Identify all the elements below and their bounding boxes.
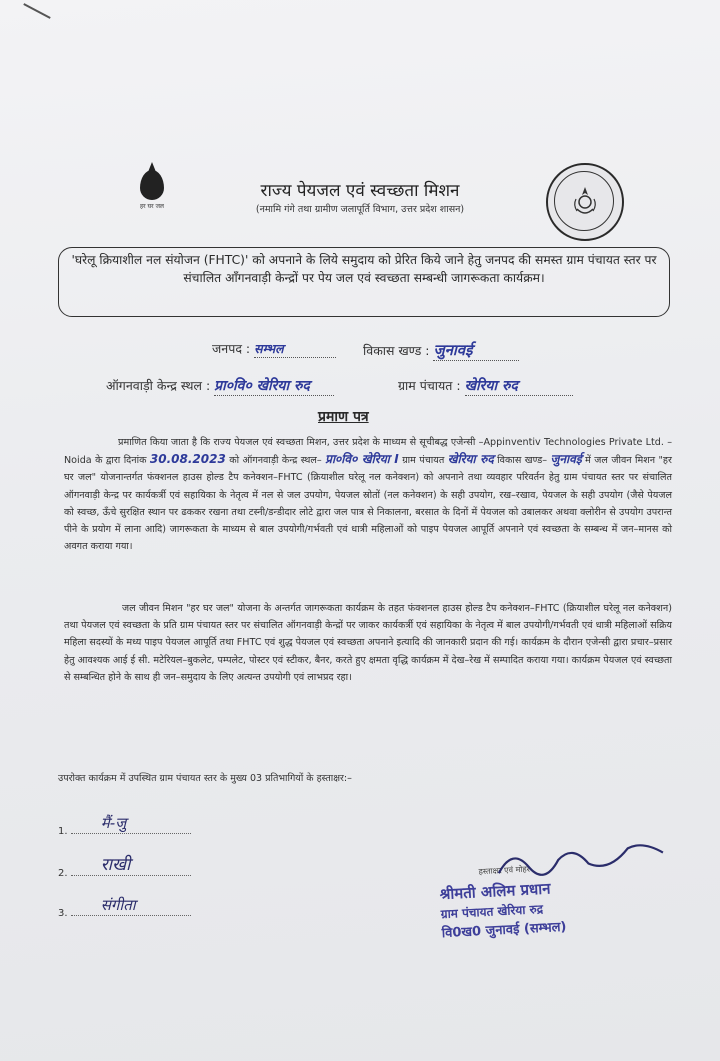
- department-subtitle: (नमामि गंगे तथा ग्रामीण जलापूर्ति विभाग, उत्तर प्रदेश शासन): [255, 204, 465, 215]
- program-banner: 'घरेलू क्रियाशील नल संयोजन (FHTC)' को अपनाने के लिये समुदाय को प्रेरित किये जाने हेतु जनपद की समस्त ग्राम पंचायत स्तर पर संचालित आँगनवाड़ी केन्द्रों पर पेय जल एवं स्वच्छता सम्बन्धी जागरूकता कार्यक्रम।: [58, 247, 670, 317]
- vikas-khand-label: विकास खण्ड :: [363, 343, 430, 358]
- janpad-label: जनपद :: [212, 341, 251, 356]
- p1-mid1: को ऑगनवाड़ी केन्द्र स्थल–: [229, 455, 322, 467]
- up-government-seal: [546, 163, 624, 241]
- stamp-line-2: श्रीमती अलिम प्रधान: [439, 879, 551, 904]
- participant-signature: मैं-जु: [100, 814, 127, 832]
- anganwadi-value: प्रा०वि० खेरिया रुद: [214, 378, 310, 394]
- stamp-line-1: हस्ताक्षर एवं मोहर: [478, 864, 531, 877]
- stamp-line-3: ग्राम पंचायत खेरिया रुद्र: [440, 901, 544, 922]
- anganwadi-field: [106, 376, 334, 396]
- participant-num: 1.: [58, 826, 68, 837]
- program-date: 30.08.2023: [149, 452, 226, 467]
- har-ghar-jal-logo: [128, 170, 176, 210]
- certificate-heading: प्रमाण पत्र: [318, 409, 369, 425]
- vikas-khand-value: जुनावई: [433, 341, 473, 359]
- p1-start: प्रमाणित किया जाता है कि राज्य पेयजल एवं स्वच्छता मिशन, उत्तर प्रदेश के माध्यम से सूचीबद्ध एजेन्सी –Appinventiv Technologies Private Ltd. – Noida के द्वारा दिनांक: [64, 437, 672, 467]
- p1-mid2: ग्राम पंचायत: [402, 455, 445, 467]
- stamp-line-4: वि0ख0 जुनावई (सम्भल): [441, 919, 567, 942]
- gp-value: खेरिया रुद: [447, 452, 494, 467]
- emblem-icon: [572, 185, 598, 219]
- anganwadi-label: ऑगनवाड़ी केन्द्र स्थल :: [106, 378, 211, 393]
- pen-mark: [23, 3, 50, 19]
- certificate-paragraph-1: [64, 434, 672, 555]
- water-drop-icon: [140, 170, 164, 200]
- participant-signature: राखी: [100, 855, 131, 875]
- participants-intro: उपरोक्त कार्यक्रम में उपस्थित ग्राम पंचायत स्तर के मुख्य 03 प्रतिभागियों के हस्ताक्षर:–: [58, 773, 352, 784]
- logo-caption: हर घर जल: [140, 203, 164, 210]
- janpad-field: [212, 340, 336, 358]
- vikas-khand-field: [363, 340, 519, 361]
- participant-num: 2.: [58, 868, 68, 879]
- center-value: प्रा०वि० खेरिया I: [325, 452, 399, 467]
- pradhan-stamp: [437, 834, 682, 956]
- participant-row-3: [58, 896, 191, 919]
- participant-num: 3.: [58, 908, 68, 919]
- mission-title: राज्य पेयजल एवं स्वच्छता मिशन: [260, 181, 460, 201]
- p1-mid3: विकास खण्ड–: [497, 455, 548, 467]
- participant-row-2: [58, 855, 191, 879]
- certificate-paragraph-2: जल जीवन मिशन "हर घर जल" योजना के अन्तर्गत जागरूकता कार्यक्रम के तहत फंक्शनल हाउस होल्ड टैप कनेक्शन–FHTC (क्रियाशील घरेलू नल कनेक्शन) तथा पेयजल एवं स्वच्छता के प्रति ग्राम पंचायत स्तर पर संचालित ऑगनवाड़ी केन्द्रों पर जाकर कार्यकर्त्री एवं सहायिका के नेतृत्व में बाल उपयोगी/गर्भवती एवं धात्री महिलाओं सक्रिय महिला सदस्यों के मध्य पाइप पेयजल आपूर्ति तथा FHTC एवं शुद्ध पेयजल एवं स्वच्छता अपनाने इत्यादि की जानकारी प्रदान की गई। कार्यक्रम के दौरान एजेन्सी द्वारा प्रचार–प्रसार हेतु आवश्यक आई ई सी. मटेरियल–बुकलेट, पम्पलेट, पोस्टर एवं स्टीकर, बैनर, करते हुए क्षमता वृद्धि कार्यक्रम में देख–रेख में सम्पादित कराया गया। कार्यक्रम पेयजल एवं स्वच्छता से सम्बन्धित होने के साथ ही जन–समुदाय के लिए अत्यन्त उपयोगी एवं लाभप्रद रहा।: [64, 603, 672, 683]
- p1-end: में जल जीवन मिशन "हर घर जल" योजनान्तर्गत फंक्शनल हाउस होल्ड टैप कनेक्शन–FHTC (क्रियाशील घरेलू नल कनेक्शन) को अपनाने तथा व्यवहार परिवर्तन हेतु ग्राम पंचायत स्तर पर संचालित ऑगनवाड़ी केन्द्र पर कार्यकर्त्री एवं सहायिका के नेतृत्व में नल से जल उपयोग, पेयजल स्रोतों (नल कनेक्शन) के सही उपयोग, रख–रखाव, पेयजल के सही उपयोग (जैसे पेयजल को स्वच्छ, ऊँचे सुरक्षित स्थान पर ढककर रखना तथा टस्नी/डन्डीदार लोटे द्वारा जल पात्र से निकालना, बरसात के दिनों में पेयजल को उबालकर अथवा क्लोरीन से उपयोग उपरान्त पीने के प्रयोग में लाना आदि) जागरूकता के माध्यम से बाल उपयोगी/गर्भवती एवं धात्री महिलाओं को पाइप पेयजल आपूर्ति अपनाने एवं स्वच्छता के सम्बन्ध में जन–मानस को अवगत कराया गया।: [64, 455, 672, 553]
- participant-row-1: [58, 814, 191, 837]
- gram-panchayat-label: ग्राम पंचायत :: [398, 378, 461, 393]
- gram-panchayat-field: [398, 376, 573, 396]
- vk-value: जुनावई: [550, 452, 582, 467]
- janpad-value: सम्भल: [254, 341, 284, 356]
- gram-panchayat-value: खेरिया रुद: [464, 378, 518, 394]
- participant-signature: संगीता: [100, 896, 136, 914]
